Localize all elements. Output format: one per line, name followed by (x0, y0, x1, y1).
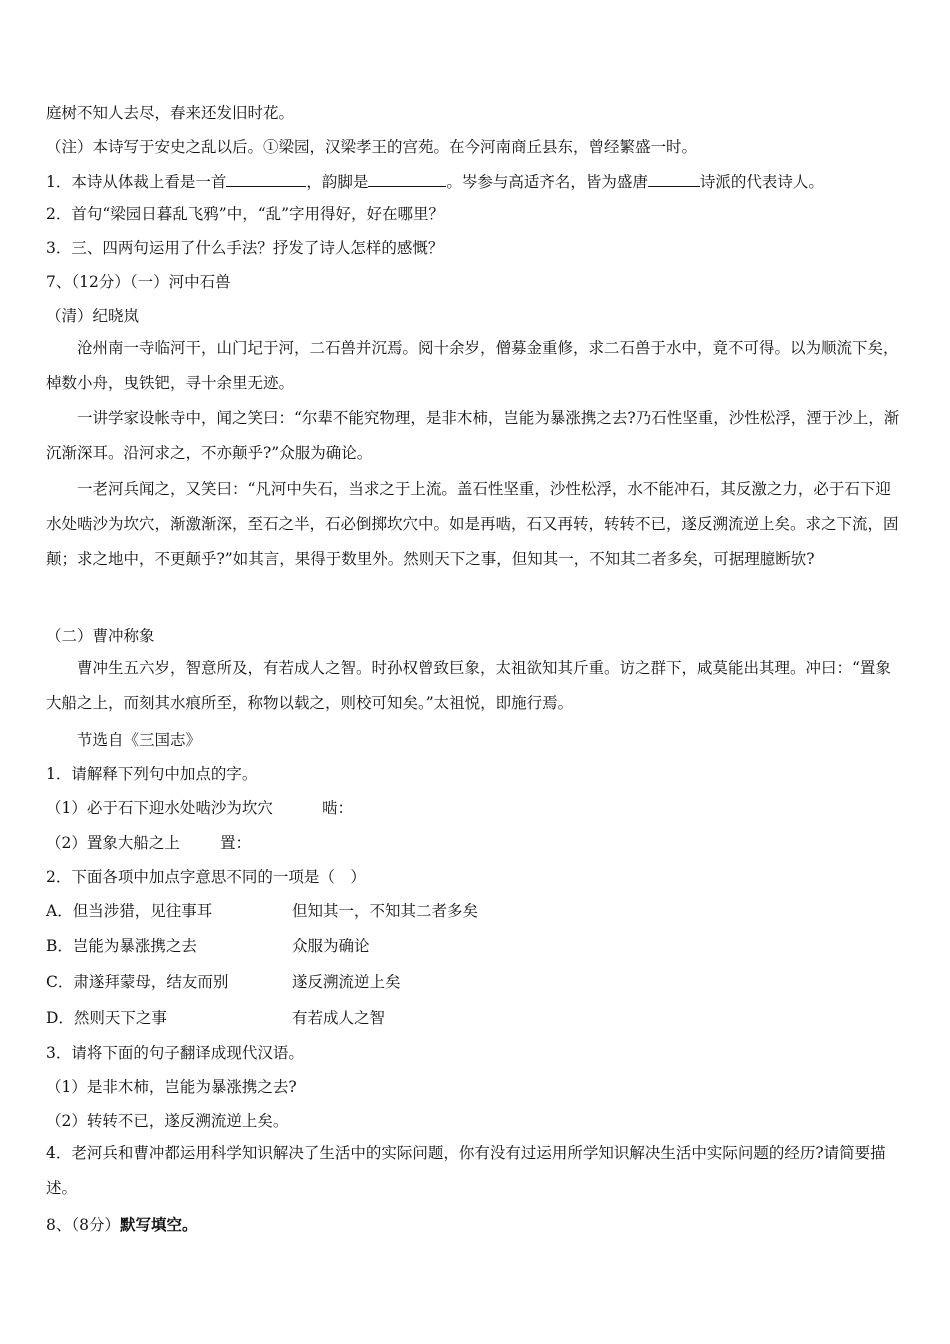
answer-blank[interactable] (226, 171, 306, 187)
q7-1-2-answer-label[interactable]: 置： (220, 834, 252, 852)
q7-3-1: （1）是非木柿，岂能为暴涨携之去? (46, 1078, 297, 1096)
passage1-paragraph3: 一老河兵闻之，又笑曰：“凡河中失石，当求之于上流。盖石性坚重，沙性松浮，水不能冲石，其反激之力，必于石下迎水处啮沙为坎穴，渐激渐深，至石之半，石必倒掷坎穴中。如是再啮，石又再转，转转不已，遂反溯流逆上矣。求之下流，固颠；求之地中，不更颠乎?”如其言，果得于数里外。然则天下之事，但知其一，不知其二者多矣，可据理臆断欤? (46, 480, 899, 568)
q6-2: 2．首句“梁园日暮乱飞鸦”中，“乱”字用得好，好在哪里？ (46, 205, 445, 223)
q6-1-text-d: 诗派的代表诗人。 (699, 173, 824, 191)
q7-1: 1．请解释下列句中加点的字。 (46, 765, 258, 783)
option-a-left: A．但当涉猎，见往事耳 (46, 902, 213, 920)
q6-1-text-b: ，韵脚是 (306, 173, 369, 191)
q7-2: 2．下面各项中加点字意思不同的一项是（ ） (46, 868, 366, 886)
q6-1 (46, 171, 906, 192)
q8-header (46, 1215, 906, 1235)
q7-1-1-sentence: （1）必于石下迎水处啮沙为坎穴 (46, 799, 273, 817)
q7-3-2: （2）转转不已，遂反溯流逆上矣。 (46, 1112, 289, 1130)
q7-1-1 (46, 798, 906, 818)
source-note: 节选自《三国志》 (77, 731, 202, 749)
option-b[interactable] (46, 936, 906, 956)
q6-1-text-c: 。岑参与高适齐名，皆为盛唐 (446, 173, 648, 191)
q7-1-2 (46, 833, 906, 853)
q7-1-2-sentence: （2）置象大船之上 (46, 834, 180, 852)
option-c[interactable] (46, 972, 906, 992)
option-d-left: D．然则天下之事 (46, 1009, 167, 1027)
option-c-left: C．肃遂拜蒙母，结友而别 (46, 973, 229, 991)
option-a[interactable] (46, 901, 906, 921)
answer-blank[interactable] (648, 171, 700, 187)
answer-blank[interactable] (368, 171, 446, 187)
poem-note: （注）本诗写于安史之乱以后。①梁园，汉梁孝王的宫苑。在今河南商丘县东，曾经繁盛一时。 (46, 138, 698, 156)
q8-instruction: 默写填空。 (119, 1215, 198, 1234)
option-d-right: 有若成人之智 (292, 1009, 386, 1027)
q8-number: 8、（8分） (46, 1216, 120, 1234)
option-d[interactable] (46, 1008, 906, 1028)
q7-3: 3．请将下面的句子翻译成现代汉语。 (46, 1044, 304, 1062)
passage1-paragraph2: 一讲学家设帐寺中，闻之笑曰：“尔辈不能究物理，是非木柿，岂能为暴涨携之去?乃石性坚重，沙性松浮，湮于沙上，渐沉渐深耳。沿河求之，不亦颠乎?”众服为确论。 (46, 409, 900, 462)
option-c-right: 遂反溯流逆上矣 (292, 973, 401, 991)
option-b-right: 众服为确论 (292, 937, 370, 955)
poem-last-line: 庭树不知人去尽，春来还发旧时花。 (46, 104, 295, 122)
q6-3: 3．三、四两句运用了什么手法？抒发了诗人怎样的感慨？ (46, 239, 444, 257)
q7-1-1-answer-label[interactable]: 啮： (322, 799, 354, 817)
q6-1-text-a: 1．本诗从体裁上看是一首 (46, 173, 227, 191)
q7-author: （清）纪晓岚 (46, 307, 140, 325)
option-b-left: B．岂能为暴涨携之去 (46, 937, 197, 955)
passage2-title: （二）曹冲称象 (46, 627, 155, 645)
option-a-right: 但知其一，不知其二者多矣 (292, 902, 479, 920)
q7-header: 7、（12分）（一）河中石兽 (46, 273, 231, 291)
passage1-paragraph1: 沧州南一寺临河干，山门圮于河，二石兽并沉焉。阅十余岁，僧募金重修，求二石兽于水中，竟不可得。以为顺流下矣，棹数小舟，曳铁钯，寻十余里无迹。 (46, 339, 899, 392)
passage2-paragraph: 曹冲生五六岁，智意所及，有若成人之智。时孙权曾致巨象，太祖欲知其斤重。访之群下，咸莫能出其理。冲曰：“置象大船之上，而刻其水痕所至，称物以载之，则校可知矣。”太祖悦，即施行焉。 (46, 659, 891, 712)
q7-4: 4．老河兵和曹冲都运用科学知识解决了生活中的实际问题，你有没有过运用所学知识解决生活中实际问题的经历?请简要描述。 (46, 1144, 886, 1197)
